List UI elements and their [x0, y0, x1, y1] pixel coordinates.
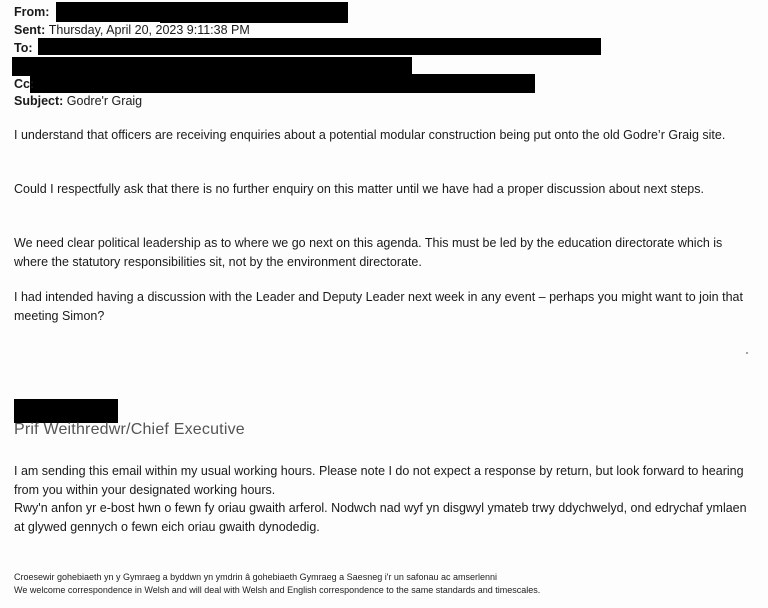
redaction-bar — [56, 2, 160, 22]
to-row — [14, 41, 33, 56]
body-paragraph: I had intended having a discussion with the Leader and Deputy Leader next week in any event – perhaps you might want to join that meeting Simon? — [14, 290, 743, 323]
footer-english: We welcome correspondence in Welsh and will deal with Welsh and English correspondence to the same standards and timescales. — [14, 585, 541, 595]
cc-row — [14, 77, 34, 92]
footer-welsh: Croesewir gohebiaeth yn y Gymraeg a byddwn yn ymdrin â gohebiaeth Gymraeg a Saesneg i'r un safonau ac amserlenni — [14, 572, 497, 582]
sent-value: Thursday, April 20, 2023 9:11:38 PM — [48, 23, 250, 37]
from-row — [14, 5, 49, 20]
redaction-bar — [14, 399, 118, 423]
to-label: To: — [14, 41, 33, 55]
body-paragraph: Could I respectfully ask that there is no further enquiry on this matter until we have had a proper discussion about next steps. — [14, 182, 704, 196]
redaction-bar — [38, 38, 601, 55]
scan-speck — [746, 352, 748, 354]
body-paragraph: I understand that officers are receiving enquiries about a potential modular construction being put onto the old Godre’r Graig site. — [14, 128, 726, 142]
cc-label: Cc: — [14, 77, 35, 91]
working-hours-notice-english: I am sending this email within my usual working hours. Please note I do not expect a response by return, but look forward to hearing from you within your designated working hours. — [14, 464, 744, 497]
subject-row — [14, 94, 142, 109]
signature-title: Prif Weithredwr/Chief Executive — [14, 421, 245, 438]
subject-label: Subject: — [14, 94, 64, 108]
redaction-bar — [160, 2, 348, 23]
working-hours-notice-welsh: Rwy'n anfon yr e-bost hwn o fewn fy oriau gwaith arferol. Nodwch nad wyf yn disgwyl ymateb trwy ddychwelyd, ond edrychaf ymlaen at glywed gennych o fewn eich oriau gwaith dynodedig. — [14, 501, 747, 534]
sent-label: Sent: — [14, 23, 46, 37]
from-label: From: — [14, 5, 50, 19]
body-paragraph: We need clear political leadership as to where we go next on this agenda. This must be led by the education directorate which is where the statutory responsibilities sit, not by the environment directorate. — [14, 236, 723, 269]
redaction-bar — [30, 74, 535, 93]
subject-value: Godre'r Graig — [66, 94, 143, 108]
sent-row — [14, 23, 250, 38]
